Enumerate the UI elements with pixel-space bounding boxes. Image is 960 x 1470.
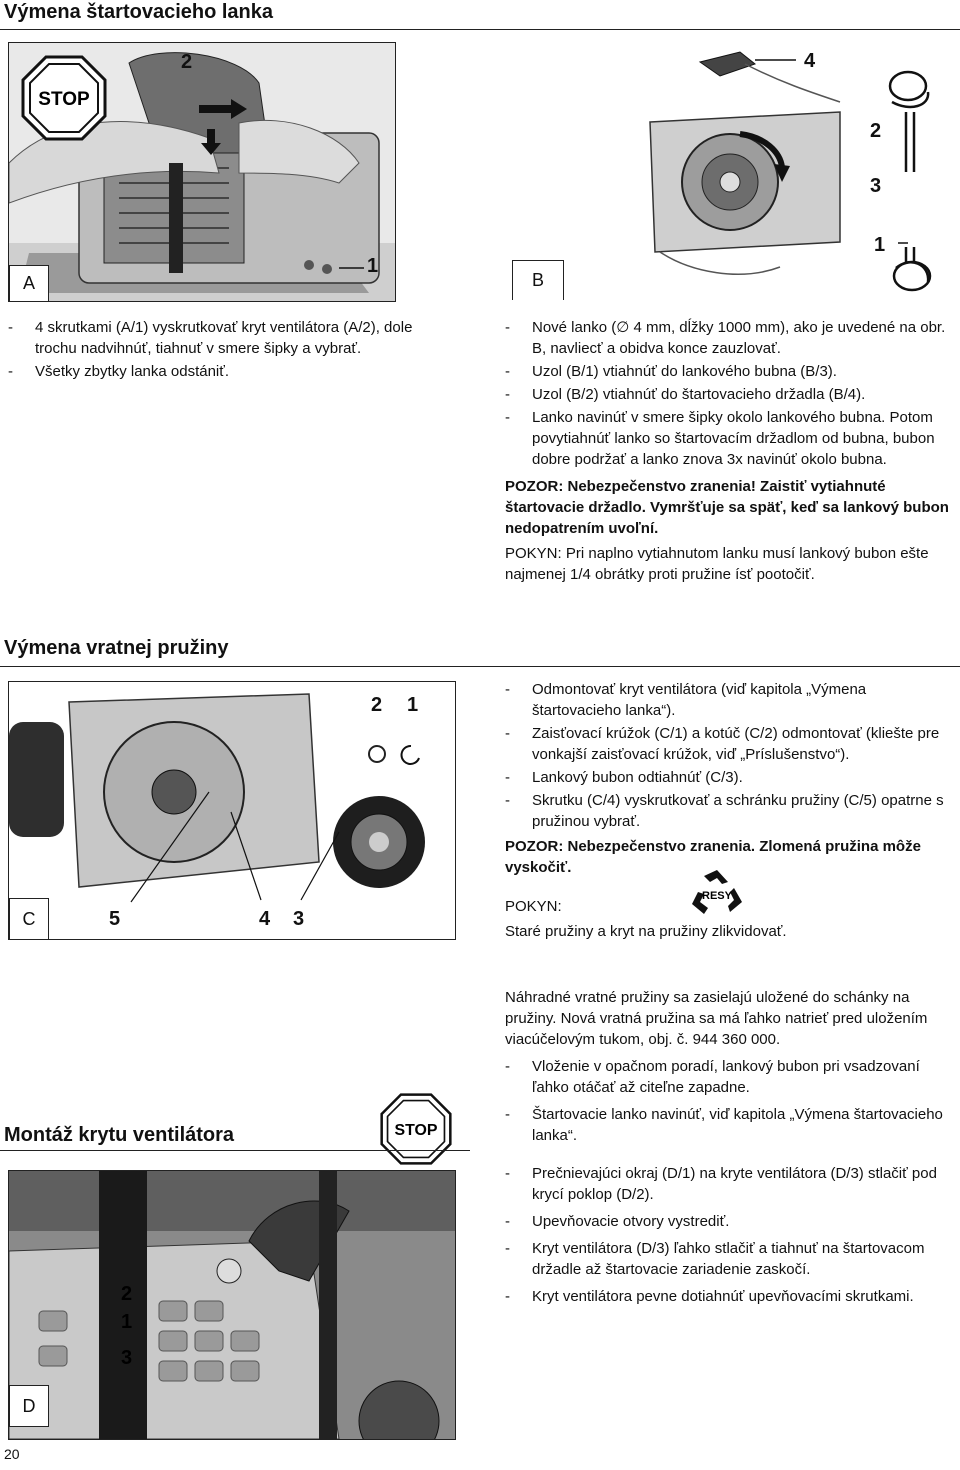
note-title: POKYN: [505, 898, 562, 915]
intro-text: Náhradné vratné pružiny sa zasielajú uložené do schánky na pružiny. Nová vratná pružina sa má ľahko natrieť pred uložením viacúčelovým tukom, obj. č. 944 360 000. [505, 989, 928, 1048]
list-item: - Nové lanko (∅ 4 mm, dĺžky 1000 mm), ako je uvedené na obr. B, navliecť a obidva konce zauzlovať. [505, 319, 946, 357]
figure-d-callout-3: 3 [121, 1347, 133, 1369]
section2-rule [0, 666, 960, 667]
section4-right-text [505, 1163, 953, 1309]
list-item: - Zaisťovací krúžok (C/1) a kotúč (C/2) odmontovať (kliešte pre vonkajší zaisťovací krúžok, viď „Príslušenstvo“). [505, 725, 940, 763]
recycle-label: RESY [702, 890, 732, 902]
section2-right-text [505, 679, 953, 882]
figure-b-callout-4: 4 [804, 50, 816, 72]
figure-c [8, 681, 456, 940]
list-item: - Skrutku (C/4) vyskrutkovať a schránku pružiny (C/5) opatrne s pružinou vybrať. [505, 792, 944, 830]
section-title-return-spring: Výmena vratnej pružiny [4, 637, 229, 659]
list-item: - Lankový bubon odtiahnúť (C/3). [505, 769, 743, 786]
list-item: - Odmontovať kryt ventilátora (viď kapitola „Výmena štartovacieho lanka“). [505, 681, 867, 719]
figure-b-callout-2: 2 [870, 120, 882, 142]
page-number: 20 [4, 1446, 20, 1462]
list-item: - Lanko navinúť v smere šipky okolo lankového bubna. Potom povytiahnúť lanko so štartovacím držadlom od bubna, bubon dobre podržať a lanko znova 3x navinúť okolo bubna. [505, 409, 935, 468]
figure-d-label: D [9, 1385, 49, 1427]
figure-c-label: C [9, 898, 49, 940]
stop-sign-icon [21, 55, 107, 141]
figure-a-callout-2: 2 [181, 51, 193, 73]
stop-sign-label: STOP [38, 89, 90, 110]
stop-sign-label: STOP [394, 1121, 438, 1139]
figure-d-photo [9, 1171, 455, 1439]
figure-c-callout-1: 1 [407, 694, 419, 716]
warning-text: POZOR: Nebezpečenstvo zranenia! Zaistiť vytiahnuté štartovacie držadlo. Vymršťuje sa späť, keď sa lankový bubon nedopatrením uvoľní. [505, 478, 949, 537]
section1-right-text [505, 317, 953, 589]
list-item: - Prečnievajúci okraj (D/1) na kryte ventilátora (D/3) stlačiť pod krycí poklop (D/2). [505, 1165, 937, 1203]
title-rule [0, 29, 960, 30]
section3-text [505, 987, 953, 1148]
figure-c-callout-3: 3 [293, 908, 305, 930]
figure-b-photo [510, 42, 953, 300]
figure-b-callout-1: 1 [874, 234, 886, 256]
figure-d-callout-1: 1 [121, 1311, 133, 1333]
figure-a [8, 42, 396, 302]
figure-c-callout-4: 4 [259, 908, 271, 930]
list-item: - Kryt ventilátora (D/3) ľahko stlačiť a tiahnuť na štartovacom držadle až štartovacie zariadenie zaskočí. [505, 1240, 925, 1278]
list-item: - Vloženie v opačnom poradí, lankový bubon pri vsadzovaní ľahko otáčať až citeľne zapadne. [505, 1058, 920, 1096]
list-item: - Uzol (B/2) vtiahnúť do štartovacieho držadla (B/4). [505, 386, 866, 403]
stop-sign-icon [380, 1093, 452, 1165]
list-item: - 4 skrutkami (A/1) vyskrutkovať kryt ventilátora (A/2), dole trochu nadvihnúť, tiahnuť v smere šipky a vybrať. [8, 319, 413, 357]
warning-text: POZOR: Nebezpečenstvo zranenia. Zlomená pružina môže vyskočiť. [505, 838, 921, 876]
figure-c-callout-5: 5 [109, 908, 121, 930]
figure-d [8, 1170, 456, 1440]
section-title-starter-rope: Výmena štartovacieho lanka [4, 1, 274, 23]
section2-note [505, 896, 953, 946]
figure-a-label: A [9, 265, 49, 302]
figure-c-photo [9, 682, 455, 939]
list-item: - Všetky zbytky lanka odstániť. [8, 363, 230, 380]
section1-left-text [8, 317, 458, 384]
note-text: POKYN: Pri naplno vytiahnutom lanku musí lankový bubon ešte najmenej 1/4 obrátky proti pružine ísť pootočiť. [505, 545, 929, 583]
figure-d-callout-2: 2 [121, 1283, 133, 1305]
figure-c-callout-2: 2 [371, 694, 383, 716]
list-item: - Kryt ventilátora pevne dotiahnúť upevňovacími skrutkami. [505, 1288, 914, 1305]
section-title-fan-cover: Montáž krytu ventilátora [4, 1124, 235, 1146]
section4-rule [0, 1150, 470, 1151]
figure-b-label: B [512, 260, 564, 300]
list-item: - Uzol (B/1) vtiahnúť do lankového bubna (B/3). [505, 363, 837, 380]
list-item: - Štartovacie lanko navinúť, viď kapitola „Výmena štartovacieho lanka“. [505, 1106, 943, 1144]
figure-b [510, 42, 953, 300]
figure-a-callout-1: 1 [367, 255, 379, 277]
list-item: - Upevňovacie otvory vystrediť. [505, 1213, 730, 1230]
note-text: Staré pružiny a kryt na pružiny zlikvidovať. [505, 923, 787, 940]
figure-b-callout-3: 3 [870, 175, 882, 197]
